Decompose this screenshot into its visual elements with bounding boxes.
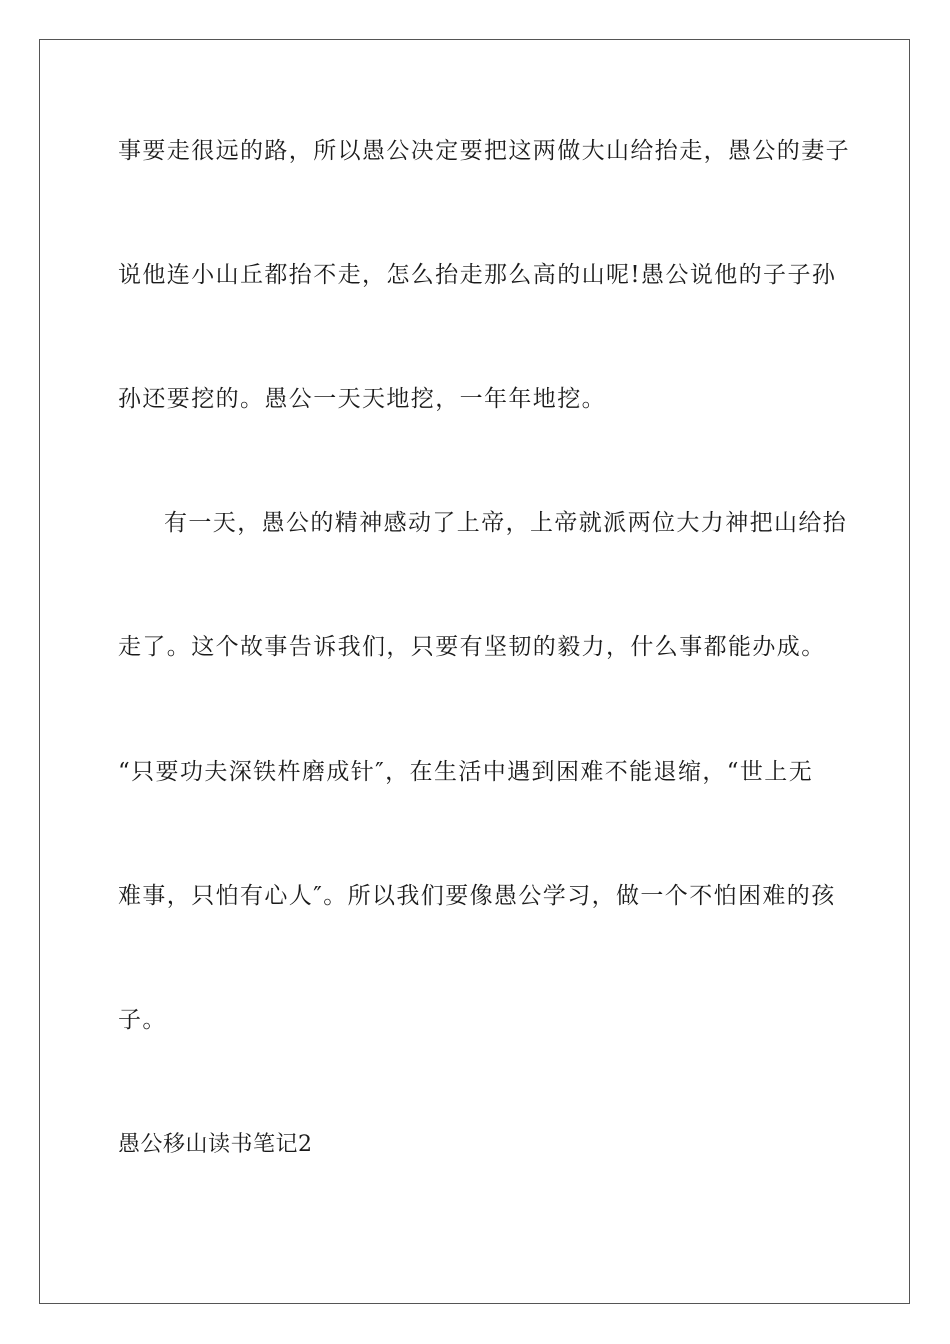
paragraph-line-4: 有一天，愚公的精神感动了上帝，上帝就派两位大力神把山给抬 — [164, 510, 848, 536]
paragraph-line-7: 难事，只怕有心人″。所以我们要像愚公学习，做一个不怕困难的孩 — [118, 883, 836, 909]
paragraph-line-3: 孙还要挖的。愚公一天天地挖，一年年地挖。 — [118, 386, 606, 412]
paragraph-line-5: 走了。这个故事告诉我们，只要有坚韧的毅力，什么事都能办成。 — [118, 634, 826, 660]
paragraph-line-8: 子。 — [118, 1007, 167, 1033]
section-heading: 愚公移山读书笔记2 — [118, 1132, 313, 1157]
paragraph-line-6: “只要功夫深铁杵磨成针″，在生活中遇到困难不能退缩，“世上无 — [118, 759, 814, 785]
paragraph-line-1: 事要走很远的路，所以愚公决定要把这两做大山给抬走，愚公的妻子 — [118, 138, 850, 164]
paragraph-line-2: 说他连小山丘都抬不走，怎么抬走那么高的山呢!愚公说他的子子孙 — [118, 262, 837, 288]
page-border — [39, 39, 910, 1304]
